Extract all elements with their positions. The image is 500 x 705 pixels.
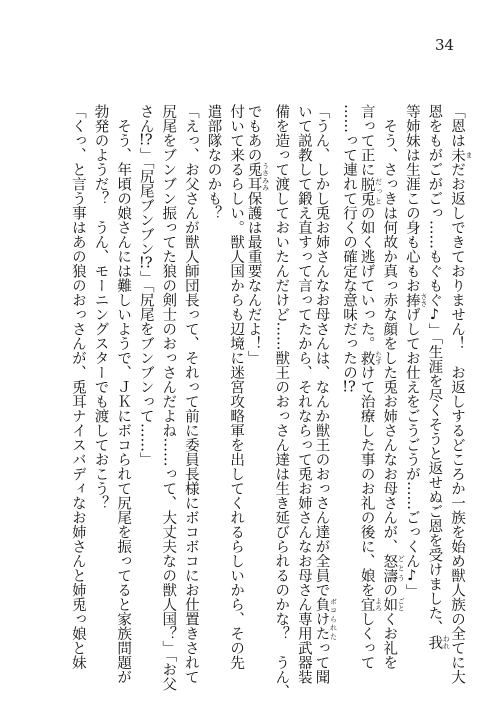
- text-run: 恩をもがごがごっ……もぐもぐ♪」「生涯を尽くそうと返せぬご恩を受けました、: [426, 104, 443, 635]
- text-column: [247, 104, 270, 702]
- ruby-base: 未: [449, 147, 465, 162]
- text-run: さん: [137, 104, 154, 133]
- text-run: 「くっ、と言う事はあの狼のおっさんが、兎耳ナイスバディなお姉さんと姉兎っ娘と妹: [69, 104, 86, 670]
- text-run: 言って正に: [358, 104, 375, 177]
- text-column: [202, 104, 225, 702]
- text-run: 等姉妹は生涯この身も心もお: [403, 104, 420, 293]
- vertical-text-body: [66, 104, 473, 702]
- text-column: [450, 104, 473, 702]
- ruby-reading: よろ: [374, 597, 383, 612]
- text-run: そう、年頃の娘さんには難しいようで、ＪＫにボコられて尻尾を振ってると家族問題が: [115, 104, 132, 684]
- text-column: [112, 104, 135, 702]
- ruby-annotated-word: [245, 162, 270, 191]
- ruby-base: 捧: [403, 292, 420, 307]
- ruby-reading: ごと: [397, 597, 406, 612]
- text-run: 「うん、しかし兎お姉さんなお母さんは、なんか獣王のおっさん達が全員で: [313, 104, 330, 597]
- text-run: 」「尻尾ブンブン: [137, 147, 154, 257]
- ruby-reading: どとう: [397, 553, 406, 583]
- text-run: 「恩は: [449, 104, 465, 148]
- page-number: 34: [435, 36, 455, 54]
- text-run: 」「尻尾をブンブンって……」: [137, 270, 154, 467]
- text-run: 備を造って渡しておいたんだけど……獣王のおっさん達は生き延びられるのかな？ うん、: [273, 104, 290, 699]
- text-column: [179, 104, 202, 702]
- text-run: ……って連れて行くの確定な意味だったの: [341, 104, 358, 380]
- text-run: そう、さっきは何故か真っ赤な顔をした兎お姉さんなお母さんが、: [381, 104, 398, 554]
- ruby-base: 兎耳: [245, 162, 262, 191]
- ruby-reading: だっと: [374, 176, 383, 206]
- ruby-annotated-word: [358, 350, 383, 366]
- tate-chu-yoko-mark: !?: [138, 133, 153, 148]
- ruby-annotated-word: [381, 597, 406, 612]
- ruby-reading: うさみみ: [261, 162, 270, 191]
- ruby-base: 怒濤: [381, 553, 398, 583]
- ruby-annotated-word: [358, 176, 383, 206]
- text-run: げしてお仕えをごうごうが……ごっくん♪」: [403, 307, 420, 599]
- text-column: [157, 104, 180, 702]
- ruby-base: 救: [358, 350, 375, 365]
- text-run: 付いて来るらしい。獣人国からも辺境に迷宮攻略軍を出してくれるらしいから、その先: [228, 104, 245, 670]
- ruby-reading: ボコられた: [329, 597, 338, 641]
- text-run: 保護は最重要なんだよ！」: [245, 191, 262, 365]
- text-column: [66, 104, 89, 702]
- tate-chu-yoko-mark: !?: [342, 379, 356, 394]
- ruby-base: 如: [381, 597, 398, 612]
- text-run: 勃発のようだ？ うん、モーニングスターでも渡しておこう？: [92, 104, 109, 510]
- text-run: 尻尾をブンブン振ってた狼の剣士のおっさんだよね……って、大丈夫なの獣人国？」「お父: [160, 104, 177, 692]
- ruby-annotated-word: [358, 597, 383, 612]
- text-run: 「えっ、お父さんが獣人師団長って、それって前に委員長様にボコボコにお仕置きされて: [182, 104, 199, 684]
- tate-chu-yoko-mark: !?: [138, 256, 153, 271]
- text-column: [224, 104, 247, 702]
- text-run: 遣部隊なのかも？: [205, 104, 222, 220]
- text-run: の: [381, 582, 398, 597]
- ruby-base: 負けた: [313, 597, 330, 641]
- text-run: でもあの: [245, 104, 262, 162]
- ruby-reading: ま: [465, 147, 473, 162]
- text-column: [315, 104, 338, 702]
- ruby-reading: われ: [442, 634, 451, 650]
- text-column: [270, 104, 293, 702]
- ruby-reading: ささ: [419, 292, 428, 307]
- ruby-annotated-word: [449, 147, 473, 163]
- text-column: [292, 104, 315, 702]
- ruby-base: 我: [426, 634, 443, 650]
- ruby-annotated-word: [313, 597, 338, 641]
- ruby-annotated-word: [426, 634, 451, 650]
- ruby-base: 宜: [358, 597, 375, 612]
- text-run: だお返しできておりません！ お返しするどころか一族を始め獣人族の全てに大: [449, 162, 465, 684]
- ruby-base: 脱兎: [358, 176, 375, 206]
- text-column: [134, 104, 157, 702]
- text-column: [89, 104, 112, 702]
- ruby-annotated-word: [381, 553, 406, 583]
- ruby-annotated-word: [403, 292, 428, 308]
- text-run: しくって: [358, 611, 375, 670]
- text-run: くお礼を: [381, 611, 398, 670]
- text-run: いて説教して鍛え直すって言ってたから、それならって兎お姉さんなお母さん専用武器装: [295, 104, 312, 684]
- ruby-reading: たす: [374, 350, 383, 365]
- text-run: って聞: [313, 640, 330, 684]
- text-run: の如く逃げていった。: [358, 205, 375, 351]
- text-run: けて治療した事のお礼の後に、娘を: [358, 365, 375, 597]
